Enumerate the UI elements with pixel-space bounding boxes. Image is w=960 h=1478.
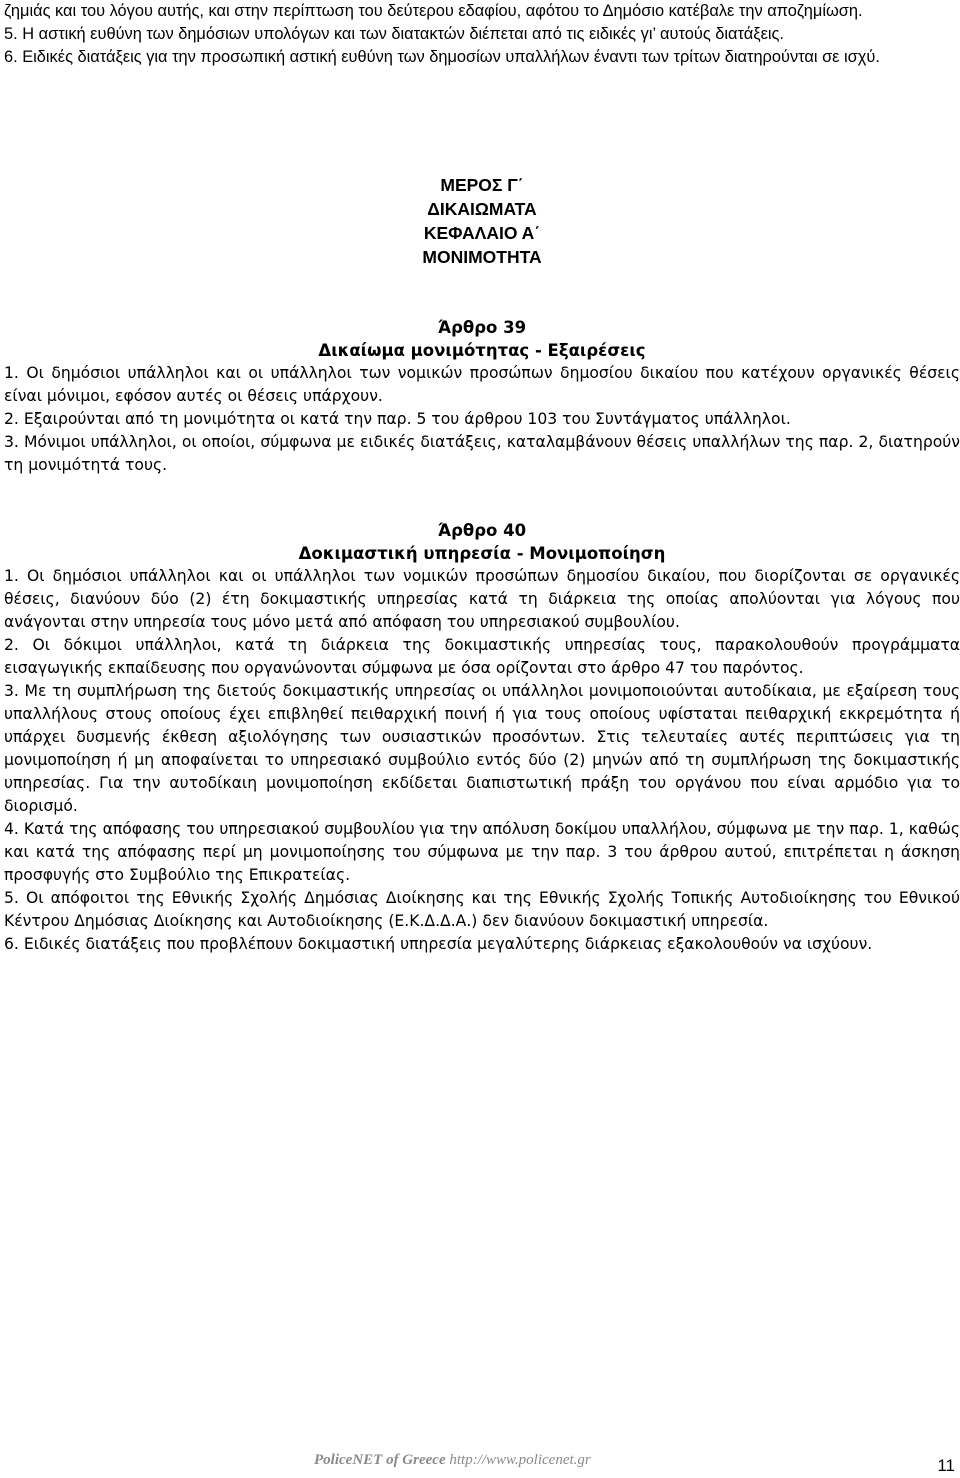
article-39-paragraph-1: 1. Οι δημόσιοι υπάλληλοι και οι υπάλληλοι των νομικών προσώπων δημοσίου δικαίου που κατέχουν οργανικές θέσεις είναι μόνιμοι, εφόσον αυτές οι θέσεις υπάρχουν. <box>4 364 960 405</box>
document-page <box>4 0 960 956</box>
article-40-number: Άρθρο 40 <box>437 521 527 540</box>
article-40-paragraph-3: 3. Με τη συμπλήρωση της διετούς δοκιμαστικής υπηρεσίας οι υπάλληλοι μονιμοποιούνται αυτοδίκαια, με εξαίρεση τους υπαλλήλους στους οποίους έχει επιβληθεί πειθαρχική ποινή ή για τους οποίους υφίσταται πειθαρχική εκκρεμότητα ή υπάρχει δυσμενής έκθεση αξιολόγησης των ουσιαστικών προσόντων. Στις τελευταίες αυτές περιπτώσεις για τη μονιμοποίηση ή μη αποφαίνεται το υπηρεσιακό συμβούλιο εντός δύο (2) μηνών από τη συμπλήρωση της δοκιμαστικής υπηρεσίας. Για την αυτοδίκαιη μονιμοποίηση εκδίδεται διαπιστωτική πράξη του οργάνου που είναι αρμόδιο για το διορισμό. <box>4 682 960 815</box>
article-39-paragraph-3: 3. Μόνιμοι υπάλληλοι, οι οποίοι, σύμφωνα με ειδικές διατάξεις, καταλαμβάνουν θέσεις υπαλλήλων της παρ. 2, διατηρούν τη μονιμότητά τους. <box>4 433 960 474</box>
part-heading-block <box>4 173 960 269</box>
part-subtitle: ΔΙΚΑΙΩΜΑΤΑ <box>427 199 537 219</box>
article-39-paragraph-2: 2. Εξαιρούνται από τη μονιμότητα οι κατά την παρ. 5 του άρθρου 103 του Συντάγματος υπάλληλοι. <box>4 410 791 428</box>
intro-paragraph-continuation: ζημιάς και του λόγου αυτής, και στην περίπτωση του δεύτερου εδαφίου, αφότου το Δημόσιο κατέβαλε την αποζημίωση. <box>4 2 863 20</box>
article-39-number: Άρθρο 39 <box>437 318 527 337</box>
part-title: ΜΕΡΟΣ Γ΄ <box>440 175 524 195</box>
page-number: 11 <box>937 1456 955 1475</box>
page-footer <box>314 1452 591 1469</box>
article-40-paragraph-2: 2. Οι δόκιμοι υπάλληλοι, κατά τη διάρκεια της δοκιμαστικής υπηρεσίας τους, παρακολουθούν προγράμματα εισαγωγικής εκπαίδευσης που οργανώνονται σύμφωνα με όσα ορίζονται στο άρθρο 47 του παρόντος. <box>4 636 960 677</box>
article-40 <box>4 519 960 956</box>
article-40-paragraph-5: 5. Οι απόφοιτοι της Εθνικής Σχολής Δημόσιας Διοίκησης και της Εθνικής Σχολής Τοπικής Αυτοδιοίκησης του Εθνικού Κέντρου Δημόσιας Διοίκησης και Αυτοδιοίκησης (Ε.Κ.Δ.Δ.Α.) δεν διανύουν δοκιμαστική υπηρεσία. <box>4 889 960 930</box>
article-40-paragraph-4: 4. Κατά της απόφασης του υπηρεσιακού συμβουλίου για την απόλυση δοκίμου υπαλλήλου, σύμφωνα με την παρ. 1, καθώς και κατά της απόφασης περί μη μονιμοποίησης του σύμφωνα με την παρ. 3 του άρθρου αυτού, επιτρέπεται η άσκηση προσφυγής στο Συμβούλιο της Επικρατείας. <box>4 820 960 884</box>
intro-paragraph-6: 6. Ειδικές διατάξεις για την προσωπική αστική ευθύνη των δημοσίων υπαλλήλων έναντι των τρίτων διατηρούνται σε ισχύ. <box>4 48 880 66</box>
article-40-title: Δοκιμαστική υπηρεσία - Μονιμοποίηση <box>298 544 666 563</box>
footer-url-link[interactable]: http://www.policenet.gr <box>449 1452 591 1468</box>
footer-brand: PoliceNET of Greece <box>314 1452 446 1468</box>
article-40-paragraph-1: 1. Οι δημόσιοι υπάλληλοι και οι υπάλληλοι των νομικών προσώπων δημοσίου δικαίου, που διορίζονται σε οργανικές θέσεις, διανύουν δύο (2) έτη δοκιμαστικής υπηρεσίας κατά τη διάρκεια της οποίας απολύονται για λόγους που ανάγονται στην υπηρεσία τους μόνο μετά από απόφαση του υπηρεσιακού συμβουλίου. <box>4 567 960 631</box>
article-39 <box>4 316 960 477</box>
article-39-title: Δικαίωμα μονιμότητας - Εξαιρέσεις <box>318 341 646 360</box>
intro-paragraph-5: 5. Η αστική ευθύνη των δημόσιων υπολόγων και των διατακτών διέπεται από τις ειδικές γι’ αυτούς διατάξεις. <box>4 25 784 43</box>
chapter-title: ΚΕΦΑΛΑΙΟ Α΄ <box>423 223 541 243</box>
chapter-subtitle: ΜΟΝΙΜΟΤΗΤΑ <box>422 247 542 267</box>
article-40-paragraph-6: 6. Ειδικές διατάξεις που προβλέπουν δοκιμαστική υπηρεσία μεγαλύτερης διάρκειας εξακολουθούν να ισχύουν. <box>4 935 873 953</box>
